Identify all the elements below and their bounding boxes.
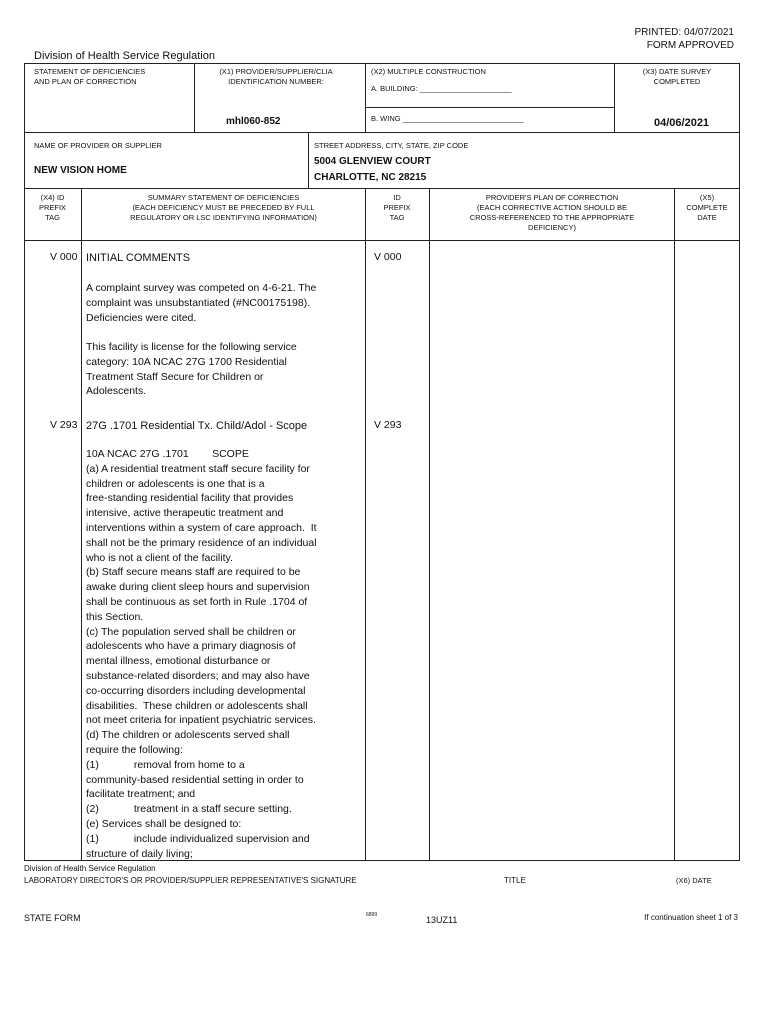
footer-agency: Division of Health Service Regulation — [24, 864, 156, 873]
entry-paragraph: 10A NCAC 27G .1701 SCOPE (a) A residential treatment staff secure facility for children or adolescents is one that is a free-standing residential facility that provides intensive, active therapeutic treatment and interventions within a system of care approach. It shall not be the primary residence of an individual who is not a client of the facility. (b) Staff secure means staff are required to be awake during client sleep hours and supervision shall be continuous as set forth in Rule .1704 of this Section. (c) The population served shall be children or adolescents who have a primary diagnosis of mental illness, emotional disturbance or substance-related disorders; and may also have co-occurring disorders including developmental disabilities. These children or adolescents shall not meet criteria for inpatient psychiatric services. (d) The children or adolescents served shall require the following: (1) removal from home to a community-based residential setting in order to facilitate treatment; and (2) treatment in a staff secure setting. (e) Services shall be designed to: (1) include individualized supervision and structure of daily living; — [86, 448, 317, 860]
signature-label: LABORATORY DIRECTOR'S OR PROVIDER/SUPPLIER REPRESENTATIVE'S SIGNATURE — [24, 876, 357, 885]
provider-name: NEW VISION HOME — [34, 165, 127, 176]
col-id-header: ID PREFIX TAG — [383, 193, 411, 222]
agency-name: Division of Health Service Regulation — [34, 50, 215, 62]
entry-tag: V 293 — [50, 419, 78, 431]
state-form: STATE FORM — [24, 913, 81, 923]
x3-value: 04/06/2021 — [654, 117, 710, 129]
x2-label: (X2) MULTIPLE CONSTRUCTION — [371, 67, 486, 76]
address-label: STREET ADDRESS, CITY, STATE, ZIP CODE — [314, 141, 469, 150]
printed-date: PRINTED: 04/07/2021 — [634, 27, 734, 38]
event-id: 13UZ11 — [426, 915, 458, 925]
x1-label: (X1) PROVIDER/SUPPLIER/CLIA IDENTIFICATION NUMBER: — [219, 67, 333, 86]
address-line1: 5004 GLENVIEW COURT — [314, 156, 431, 167]
entry-title: INITIAL COMMENTS — [86, 252, 191, 264]
date-label: (X6) DATE — [676, 876, 712, 885]
entry-title: 27G .1701 Residential Tx. Child/Adol - Scope — [86, 420, 308, 432]
col-summary-header: SUMMARY STATEMENT OF DEFICIENCIES (EACH DEFICIENCY MUST BE PRECEDED BY FULL REGULATORY OR LSC IDENTIFYING INFORMATION) — [130, 193, 317, 222]
entry-paragraph: A complaint survey was competed on 4-6-21. The complaint was unsubstantiated (#NC00175198). Deficiencies were cited. — [86, 282, 317, 324]
wing-field: B. WING _____________________________ — [371, 114, 524, 123]
provider-label: NAME OF PROVIDER OR SUPPLIER — [34, 141, 162, 150]
entry-paragraph: This facility is license for the following service category: 10A NCAC 27G 1700 Residential Treatment Staff Secure for Children or Adolescents. — [86, 341, 297, 398]
form-code: 6899 — [366, 912, 378, 918]
statement-title: STATEMENT OF DEFICIENCIES AND PLAN OF CORRECTION — [34, 67, 146, 86]
col-plan-header: PROVIDER'S PLAN OF CORRECTION (EACH CORRECTIVE ACTION SHOULD BE CROSS-REFERENCED TO THE APPROPRIATE DEFICIENCY) — [469, 193, 635, 232]
col-x5-header: (X5) COMPLETE DATE — [686, 193, 728, 222]
entry-tag: V 000 — [50, 251, 78, 263]
x3-label: (X3) DATE SURVEY COMPLETED — [642, 67, 712, 86]
entry-id-tag: V 000 — [374, 251, 402, 263]
col-x4-header: (X4) ID PREFIX TAG — [38, 193, 67, 222]
building-field: A. BUILDING: ______________________ — [371, 84, 512, 93]
entry-id-tag: V 293 — [374, 419, 402, 431]
address-line2: CHARLOTTE, NC 28215 — [314, 172, 427, 183]
x1-value: mhl060-852 — [226, 116, 281, 127]
form-approved: FORM APPROVED — [646, 40, 734, 51]
continuation-sheet: If continuation sheet 1 of 3 — [644, 913, 738, 922]
title-label: TITLE — [504, 876, 526, 885]
